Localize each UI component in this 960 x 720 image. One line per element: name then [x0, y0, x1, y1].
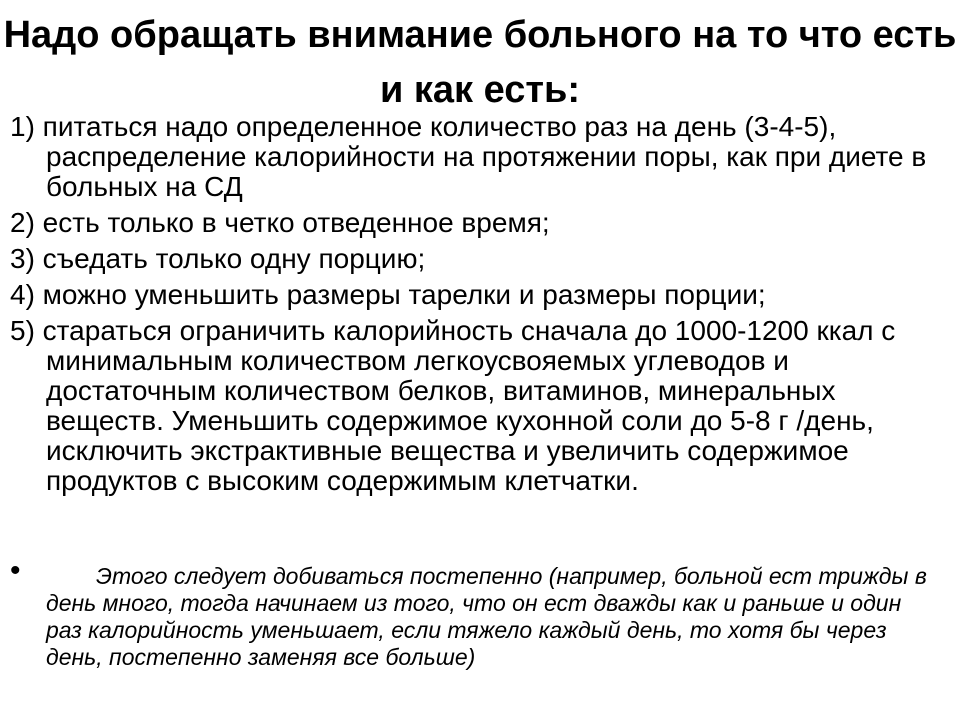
- recommendation-list: [10, 112, 945, 502]
- list-item: 3) съедать только одну порцию;: [10, 243, 426, 274]
- note-block: [10, 554, 930, 671]
- list-item: 2) есть только в четко отведенное время;: [10, 207, 550, 238]
- list-item: 1) питаться надо определенное количество раз на день (3-4-5), распределение калорийности на протяжении поры, как при диете в больных на СД: [10, 111, 927, 202]
- list-item: 5) стараться ограничить калорийность сначала до 1000-1200 ккал с минимальным количеством легкоусвояемых углеводов и достаточным количеством белков, витаминов, минеральных веществ. Уменьшить содержимое кухонной соли до 5-8 г /день, исключить экстрактивные вещества и увеличить содержимое продуктов с высоким содержимым клетчатки.: [10, 315, 896, 496]
- slide-title: Надо обращать внимание больного на то что есть и как есть:: [3, 14, 957, 111]
- note-text: [10, 563, 930, 671]
- bullet-icon: •: [10, 554, 21, 587]
- list-item: 4) можно уменьшить размеры тарелки и размеры порции;: [10, 279, 766, 310]
- note-text-content: Этого следует добиваться постепенно (например, больной ест трижды в день много, тогда начинаем из того, что он ест дважды как и раньше и один раз калорийность уменьшает, если тяжело каждый день, то хотя бы через день, постепенно заменяя все больше): [46, 563, 927, 670]
